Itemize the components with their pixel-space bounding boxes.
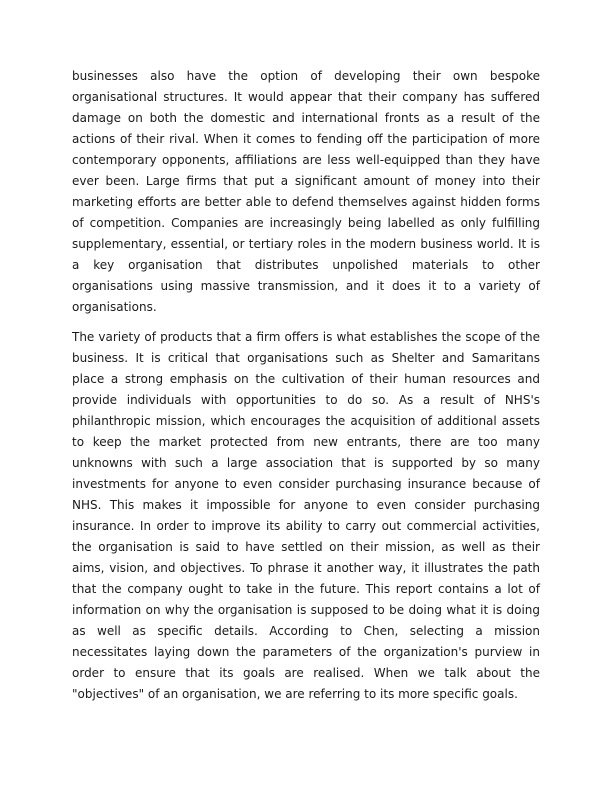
paragraph-2: The variety of products that a firm offers is what establishes the scope of the business. It is critical that organisations such as Shelter and Samaritans place a strong emphasis on the cultivation of their human resources and provide individuals with opportunities to do so. As a result of NHS's philanthropic mission, which encourages the acquisition of additional assets to keep the market protected from new entrants, there are too many unknowns with such a large association that is supported by so many investments for anyone to even consider purchasing insurance because of NHS. This makes it impossible for anyone to even consider purchasing insurance. In order to improve its ability to carry out commercial activities, the organisation is said to have settled on their mission, as well as their aims, vision, and objectives. To phrase it another way, it illustrates the path that the company ought to take in the future. This report contains a lot of information on why the organisation is supposed to be doing what it is doing as well as specific details. According to Chen, selecting a mission necessitates laying down the parameters of the organization's purview in order to ensure that its goals are realised. When we talk about the "objectives" of an organisation, we are referring to its more specific goals.: [72, 330, 540, 701]
document-body: [72, 66, 540, 705]
paragraph-1: businesses also have the option of developing their own bespoke organisational structures. It would appear that their company has suffered damage on both the domestic and international fronts as a result of the actions of their rival. When it comes to fending off the participation of more contemporary opponents, affiliations are less well-equipped than they have ever been. Large firms that put a significant amount of money into their marketing efforts are better able to defend themselves against hidden forms of competition. Companies are increasingly being labelled as only fulfilling supplementary, essential, or tertiary roles in the modern business world. It is a key organisation that distributes unpolished materials to other organisations using massive transmission, and it does it to a variety of organisations.: [72, 69, 540, 314]
